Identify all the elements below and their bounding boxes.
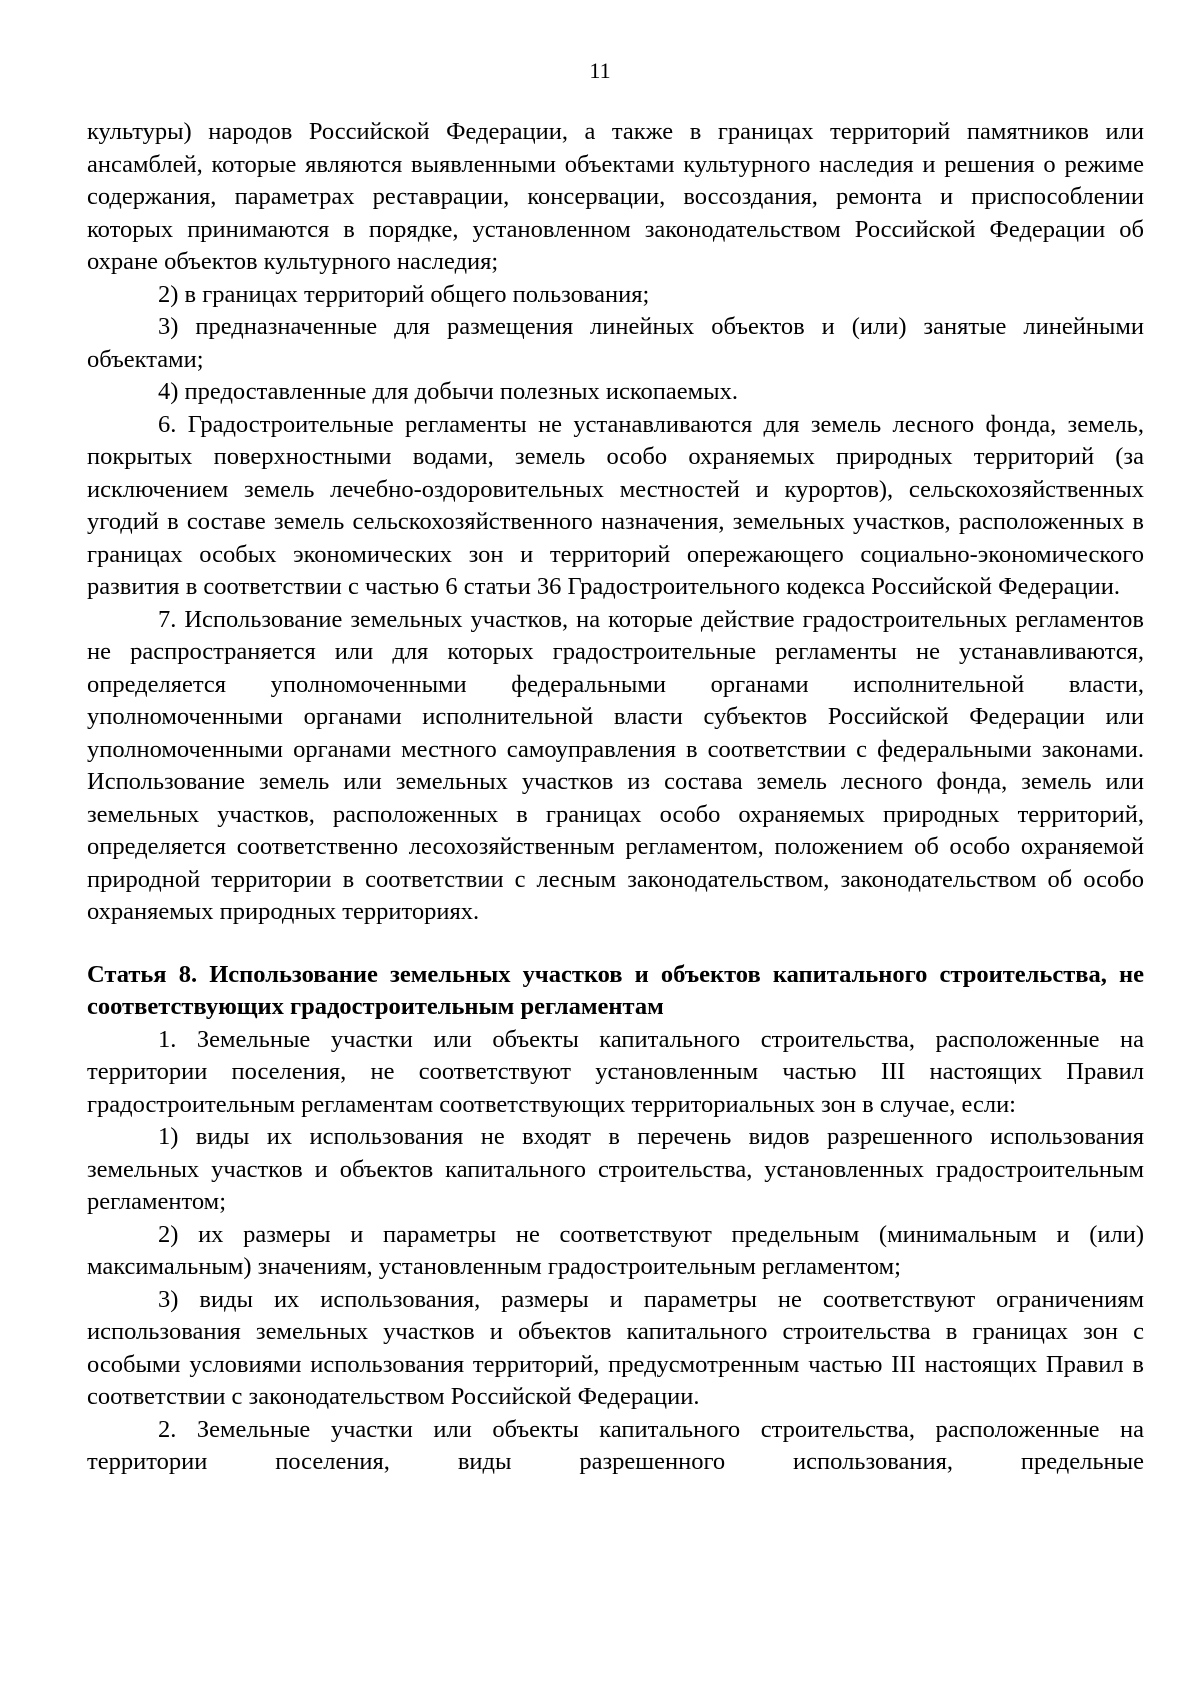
article-paragraph-1: 1. Земельные участки или объекты капитального строительства, расположенные на территории поселения, не соответствуют установленным частью III настоящих Правил градостроительным регламентам соответствующих территориальных зон в случае, если:: [87, 1025, 1144, 1118]
paragraph-6: 6. Градостроительные регламенты не устанавливаются для земель лесного фонда, земель, покрытых поверхностными водами, земель особо охраняемых природных территорий (за исключением земель лечебно-оздоровительных местностей и курортов), сельскохозяйственных угодий в составе земель сельскохозяйственного назначения, земельных участков, расположенных в границах особых экономических зон и территорий опережающего социально-экономического развития в соответствии с частью 6 статьи 36 Градостроительного кодекса Российской Федерации.: [87, 410, 1144, 600]
list-item-3: 3) предназначенные для размещения линейных объектов и (или) занятые линейными объектами;: [87, 313, 1144, 373]
article-heading: Статья 8. Использование земельных участков и объектов капитального строительства, не соответствующих градостроительным регламентам: [87, 960, 1144, 1020]
document-body: [87, 116, 1144, 1479]
article-list-item-2: 2) их размеры и параметры не соответствуют предельным (минимальным и (или) максимальным) значениям, установленным градостроительным регламентом;: [87, 1220, 1144, 1280]
list-item-4: 4) предоставленные для добычи полезных ископаемых.: [158, 378, 738, 405]
article-list-item-3: 3) виды их использования, размеры и параметры не соответствуют ограничениям использования земельных участков и объектов капитального строительства в границах зон с особыми условиями использования территорий, предусмотренным частью III настоящих Правил в соответствии с законодательством Российской Федерации.: [87, 1285, 1144, 1410]
article-paragraph-2: 2. Земельные участки или объекты капитального строительства, расположенные на территории поселения, виды разрешенного использования, предельные: [87, 1415, 1144, 1475]
article-list-item-1: 1) виды их использования не входят в перечень видов разрешенного использования земельных участков и объектов капитального строительства, установленных градостроительным регламентом;: [87, 1123, 1144, 1215]
paragraph-continuation: культуры) народов Российской Федерации, а также в границах территорий памятников или ансамблей, которые являются выявленными объектами культурного наследия и решения о режиме содержания, параметрах реставрации, консервации, воссоздания, ремонта и приспособлении которых принимаются в порядке, установленном законодательством Российской Федерации об охране объектов культурного наследия;: [87, 118, 1144, 275]
list-item-2: 2) в границах территорий общего пользования;: [158, 280, 650, 308]
paragraph-7: 7. Использование земельных участков, на которые действие градостроительных регламентов не распространяется или для которых градостроительные регламенты не устанавливаются, определяется уполномоченными федеральными органами исполнительной власти, уполномоченными органами исполнительной власти субъектов Российской Федерации или уполномоченными органами местного самоуправления в соответствии с федеральными законами. Использование земель или земельных участков из состава земель лесного фонда, земель или земельных участков, расположенных в границах особо охраняемых природных территорий, определяется соответственно лесохозяйственным регламентом, положением об особо охраняемой природной территории в соответствии с лесным законодательством, законодательством об особо охраняемых природных территориях.: [87, 605, 1144, 925]
page-number: 11: [589, 58, 611, 83]
